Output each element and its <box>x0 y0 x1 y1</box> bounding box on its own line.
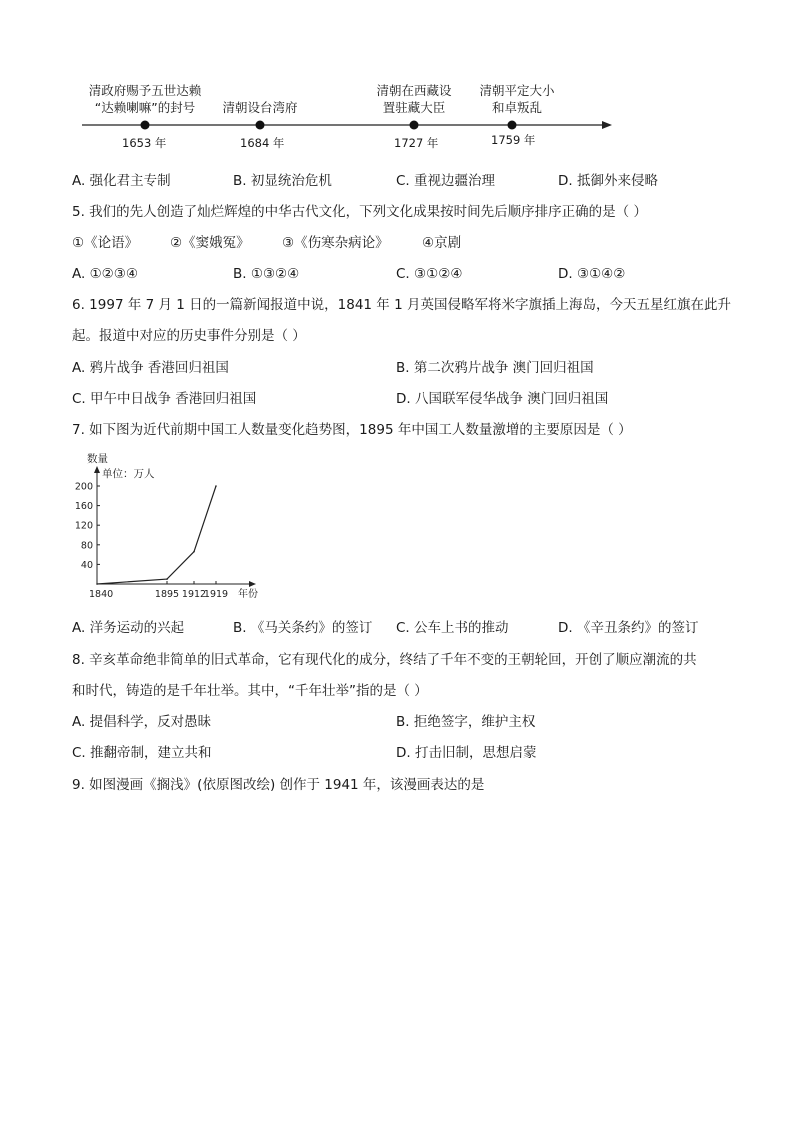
q6-option-c[interactable]: C. 甲午中日战争 香港回归祖国 <box>72 391 257 407</box>
chart-x-tick-label: 1895 <box>154 589 180 600</box>
q8-option-c[interactable]: C. 推翻帝制，建立共和 <box>72 745 212 761</box>
chart-y-tick-label: 200 <box>74 481 93 493</box>
q5-item-4: ④京剧 <box>422 235 462 251</box>
q5-item-3: ③《伤寒杂病论》 <box>282 235 389 251</box>
chart-point <box>166 578 168 580</box>
q6-option-d[interactable]: D. 八国联军侵华战争 澳门回归祖国 <box>396 391 609 407</box>
q5-option-b[interactable]: B. ①③②④ <box>233 266 300 282</box>
q5-option-a[interactable]: A. ①②③④ <box>72 266 138 282</box>
chart-y-tick-label: 120 <box>74 520 93 532</box>
q8-stem-line2: 和时代，铸造的是千年壮举。其中，“千年壮举”指的是（ ） <box>72 683 428 699</box>
worker-count-chart <box>0 440 300 610</box>
timeline-event-1: 清政府赐予五世达赖 “达赖喇嘛”的封号 <box>88 83 202 115</box>
timeline-year: 1727 年 <box>394 136 439 150</box>
chart-x-tick-label: 1919 <box>203 589 229 600</box>
q5-option-c[interactable]: C. ③①②④ <box>396 266 463 282</box>
chart-y-tick-label: 80 <box>80 540 93 552</box>
chart-axes <box>94 466 256 587</box>
chart-y-tick-label: 160 <box>74 501 93 513</box>
chart-point <box>96 583 98 585</box>
chart-point <box>193 551 195 553</box>
q4-option-a[interactable]: A. 强化君主专制 <box>72 173 171 189</box>
chart-x-axis-label: 年份 <box>238 589 258 600</box>
timeline-dot <box>508 121 517 130</box>
chart-x-tick-label: 1840 <box>89 589 114 600</box>
chart-y-ticks <box>75 482 100 571</box>
q5-option-d[interactable]: D. ③①④② <box>558 266 626 282</box>
q5-item-1: ①《论语》 <box>72 235 139 251</box>
timeline-event-2: 清朝设台湾府 <box>222 100 298 115</box>
q7-option-a[interactable]: A. 洋务运动的兴起 <box>72 620 185 636</box>
timeline-year: 1684 年 <box>240 136 285 150</box>
timeline-event-4: 清朝平定大小 和卓叛乱 <box>479 83 555 115</box>
q8-option-b[interactable]: B. 拒绝签字，维护主权 <box>396 714 536 730</box>
chart-point <box>215 485 217 487</box>
q4-option-b[interactable]: B. 初显统治危机 <box>233 173 332 189</box>
chart-x-arrow <box>249 581 256 587</box>
q4-option-d[interactable]: D. 抵御外来侵略 <box>558 173 658 189</box>
q8-option-d[interactable]: D. 打击旧制，思想启蒙 <box>396 745 537 761</box>
q9-stem: 9. 如图漫画《搁浅》(依原图改绘) 创作于 1941 年，该漫画表达的是 <box>72 777 485 793</box>
q7-option-d[interactable]: D. 《辛丑条约》的签订 <box>558 620 699 636</box>
q8-stem-line1: 8. 辛亥革命绝非简单的旧式革命，它有现代化的成分，终结了千年不变的王朝轮回，开创了顺应潮流的共 <box>72 652 697 668</box>
chart-y-arrow <box>94 466 100 473</box>
timeline-event-3: 清朝在西藏设 置驻藏大臣 <box>376 83 452 115</box>
q7-stem: 7. 如下图为近代前期中国工人数量变化趋势图，1895 年中国工人数量激增的主要原因是（ ） <box>72 422 632 438</box>
chart-series <box>96 485 217 585</box>
chart-y-tick-label: 40 <box>80 559 93 571</box>
timeline-year: 1759 年 <box>491 133 536 147</box>
q5-item-2: ②《窦娥冤》 <box>170 235 250 251</box>
q8-option-a[interactable]: A. 提倡科学，反对愚昧 <box>72 714 212 730</box>
chart-y-axis-label: 数量 <box>87 453 108 465</box>
chart-series-line <box>97 486 216 584</box>
chart-x-tick-label: 1912 <box>181 589 207 600</box>
chart-unit-label: 单位：万人 <box>102 468 155 480</box>
q6-option-b[interactable]: B. 第二次鸦片战争 澳门回归祖国 <box>396 360 594 376</box>
q6-stem-line2: 起。报道中对应的历史事件分别是（ ） <box>72 328 306 344</box>
timeline-year: 1653 年 <box>122 136 167 150</box>
timeline-dot <box>141 121 150 130</box>
q6-option-a[interactable]: A. 鸦片战争 香港回归祖国 <box>72 360 229 376</box>
q6-stem-line1: 6. 1997 年 7 月 1 日的一篇新闻报道中说，1841 年 1 月英国侵略军将米字旗插上海岛，今天五星红旗在此升 <box>72 297 731 313</box>
q5-stem: 5. 我们的先人创造了灿烂辉煌的中华古代文化，下列文化成果按时间先后顺序排序正确的是（ ） <box>72 204 647 220</box>
timeline-dot <box>256 121 265 130</box>
q7-option-b[interactable]: B. 《马关条约》的签订 <box>233 620 373 636</box>
q4-option-c[interactable]: C. 重视边疆治理 <box>396 173 496 189</box>
timeline-dot <box>410 121 419 130</box>
q7-option-c[interactable]: C. 公车上书的推动 <box>396 620 509 636</box>
